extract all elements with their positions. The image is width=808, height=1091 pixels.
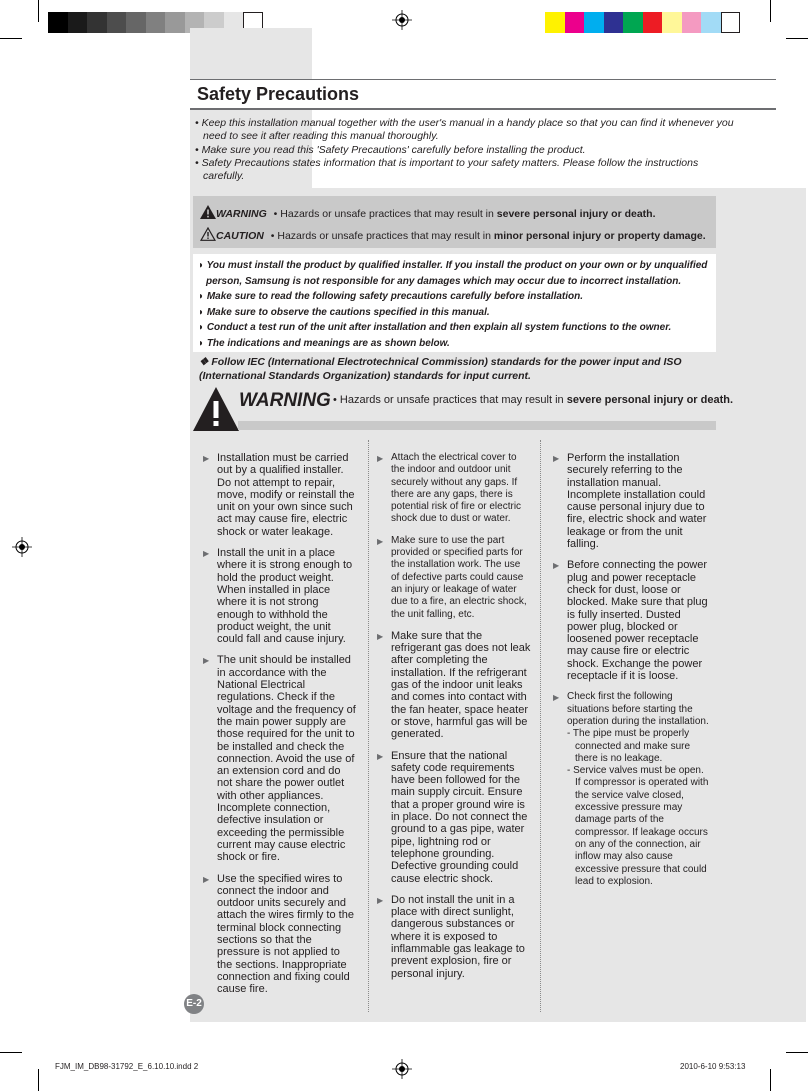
legend-warning [200, 205, 656, 220]
page-number: E-2 [184, 994, 204, 1014]
list-item: ▶ The unit should be installed in accordance with the National Electrical regulations. Check if the voltage and the frequency of the main power supply are those required for the unit to be installed and check the connection. Avoid the use of an extension cord and do not share the power outlet with other appliances. Incomplete connection, defective insulation or exceeding the permissible current may cause electric shock or fire. [203, 654, 356, 864]
trim-mark [770, 0, 771, 22]
color-swatch [48, 12, 68, 33]
bullet-arrow-icon: ▶ [553, 693, 560, 703]
footer-filename: FJM_IM_DB98-31792_E_6.10.10.indd 2 [55, 1062, 199, 1071]
bullet-arrow-icon: ▶ [203, 874, 210, 884]
sub-item: - Service valves must be open. If compressor is operated with the service valve closed, excessive pressure may damage parts of the compressor. If leakage occurs on any of the connection, air inflow may also cause excessive pressure that could lead to explosion. [567, 765, 709, 887]
bullet-arrow-icon: ▶ [553, 561, 560, 571]
note-item: ◗ Make sure to read the following safety precautions carefully before installation. [198, 291, 584, 302]
color-swatch [165, 12, 185, 33]
bullet-arrow-icon: ▶ [203, 656, 210, 666]
bullet-arrow-icon: ▶ [553, 454, 560, 463]
intro-item: • Safety Precautions states information that is important to your safety matters. Please follow the instructions carefully. [195, 156, 699, 183]
color-swatch [604, 12, 624, 33]
warning-text: • Hazards or unsafe practices that may result in [333, 394, 567, 406]
bullet-arrow-icon: ▶ [377, 536, 384, 546]
list-item: ▶ Check first the following situations before starting the operation during the installation. - The pipe must be properly connected and make sure there is no leakage. - Service valves must be open. If compressor is operated with the service valve closed, excessive pressure may damage parts of the compressor. If leakage occurs on any of the connection, air inflow may also cause excessive pressure that could lead to explosion. [553, 691, 709, 887]
legend-warning-label: WARNING [216, 208, 267, 220]
trim-mark [0, 38, 22, 39]
warning-heading: WARNING [239, 390, 331, 411]
column-2 [377, 452, 531, 989]
legend-caution-label: CAUTION [216, 230, 264, 242]
color-swatch [584, 12, 604, 33]
bullet-arrow-icon: ▶ [377, 454, 384, 463]
color-swatch [87, 12, 107, 33]
column-1 [203, 452, 357, 1004]
note-item: ◗ Conduct a test run of the unit after installation and then explain all system functions to the owner. [198, 322, 672, 333]
color-swatch [126, 12, 146, 33]
list-item: ▶ Make sure to use the part provided or specified parts for the installation work. The use of defective parts could cause an injury or leakage of water due to a fire, an electric shock, the unit falling, etc. [377, 534, 527, 620]
list-item: ▶ Attach the electrical cover to the indoor and outdoor unit securely without any gaps. If there are any gaps, there is potential risk of fire or electric shock due to dust or water. [377, 452, 522, 525]
column-divider [368, 440, 369, 1012]
color-swatch [146, 12, 166, 33]
color-swatch [545, 12, 565, 33]
trim-mark [786, 38, 808, 39]
warning-rule [238, 421, 716, 430]
list-item: ▶ Use the specified wires to connect the indoor and outdoor units securely and attach the wires firmly to the terminal block connecting sections so that the pressure is not applied to the sections. Inappropriate connection and fixing could cause fire. [203, 872, 354, 996]
divider [190, 79, 776, 80]
list-item: ▶ Installation must be carried out by a qualified installer. Do not attempt to repair, move, modify or reinstall the unit on your own since such act may cause fire, electric shock or water leakage. [203, 452, 355, 538]
color-swatch [623, 12, 643, 33]
registration-mark-icon [12, 537, 32, 557]
trim-mark [770, 1069, 771, 1091]
bullet-arrow-icon: ▶ [203, 454, 210, 463]
trim-mark [38, 1069, 39, 1091]
warning-triangle-icon [200, 205, 216, 219]
list-item: ▶ Install the unit in a place where it is strong enough to hold the product weight. When installed in place where it is not strong enough to withhold the product weight, the unit could fall and cause injury. [203, 547, 353, 646]
warning-triangle-icon [192, 386, 240, 432]
caution-triangle-icon [200, 227, 216, 241]
notes-list [198, 258, 713, 351]
bullet-arrow-icon: ▶ [203, 549, 210, 559]
intro-list [195, 117, 735, 183]
column-divider [540, 440, 541, 1012]
footer-timestamp: 2010-6-10 9:53:13 [680, 1062, 746, 1071]
color-swatch [68, 12, 88, 33]
color-swatch [643, 12, 663, 33]
legend-caution-text: • Hazards or unsafe practices that may result in [270, 230, 494, 242]
column-3 [553, 452, 709, 897]
bullet-arrow-icon: ▶ [377, 895, 384, 905]
color-swatch [701, 12, 721, 33]
legend-warning-emphasis: severe personal injury or death. [496, 208, 656, 220]
intro-item: • Make sure you read this 'Safety Precautions' carefully before installing the product. [195, 143, 586, 156]
note-item: ◗ Make sure to observe the cautions specified in this manual. [198, 306, 490, 318]
intro-item: • Keep this installation manual together with the user's manual in a handy place so that you can find it whenever you need to see it after reading this manual thoroughly. [195, 117, 734, 143]
trim-mark [0, 1052, 22, 1053]
divider [190, 108, 776, 110]
warning-emphasis: severe personal injury or death. [566, 394, 734, 406]
color-swatch [662, 12, 682, 33]
list-item: ▶ Perform the installation securely referring to the installation manual. Incomplete installation could cause personal injury due to fire, electric shock and water leakage or from the unit falling. [553, 452, 707, 551]
standards-note: ❖ Follow IEC (International Electrotechnical Commission) standards for the power input and ISO (International Standards Organization) standards for input current. [199, 356, 682, 382]
color-swatch [682, 12, 702, 33]
trim-mark [38, 0, 39, 22]
legend-caution [200, 227, 706, 242]
legend-caution-emphasis: minor personal injury or property damage. [493, 230, 706, 242]
note-item: ◗ The indications and meanings are as shown below. [198, 337, 450, 349]
color-swatch [565, 12, 585, 33]
note-item: ◗ You must install the product by qualified installer. If you install the product on your own or by unqualified person, Samsung is not responsible for any damages which may occur due to incorrect installation. [198, 260, 708, 287]
list-item: ▶ Do not install the unit in a place with direct sunlight, dangerous substances or where it is exposed to inflammable gas leakage to prevent explosion, fire or personal injury. [377, 893, 525, 980]
bullet-arrow-icon: ▶ [377, 631, 384, 641]
page-title: Safety Precautions [197, 84, 360, 104]
registration-mark-icon [392, 1059, 412, 1079]
list-item: ▶ Ensure that the national safety code requirements have been followed for the main supply circuit. Ensure that a proper ground wire is in place. Do not connect the ground to a gas pipe, water pipe, lightning rod or telephone grounding. Defective grounding could cause electric shock. [377, 749, 528, 885]
list-item: ▶ Before connecting the power plug and power receptacle check for dust, loose or blocked. Make sure that plug is fully inserted. Dusted power plug, blocked or loosened power receptacle may cause fire or electric shock. Exchange the power receptacle if it is loose. [553, 559, 708, 683]
warning-description [333, 394, 733, 406]
color-swatch [107, 12, 127, 33]
bullet-arrow-icon: ▶ [377, 751, 384, 761]
legend-warning-text: • Hazards or unsafe practices that may result in [273, 208, 497, 220]
sub-item: - The pipe must be properly connected and make sure there is no leakage. [567, 728, 691, 764]
color-swatch [721, 12, 741, 33]
trim-mark [786, 1052, 808, 1053]
registration-mark-icon [392, 10, 412, 30]
list-item: ▶ Make sure that the refrigerant gas does not leak after completing the installation. If the refrigerant gas of the indoor unit leaks and comes into contact with the fan heater, space heater or stove, harmful gas will be generated. [377, 629, 531, 741]
